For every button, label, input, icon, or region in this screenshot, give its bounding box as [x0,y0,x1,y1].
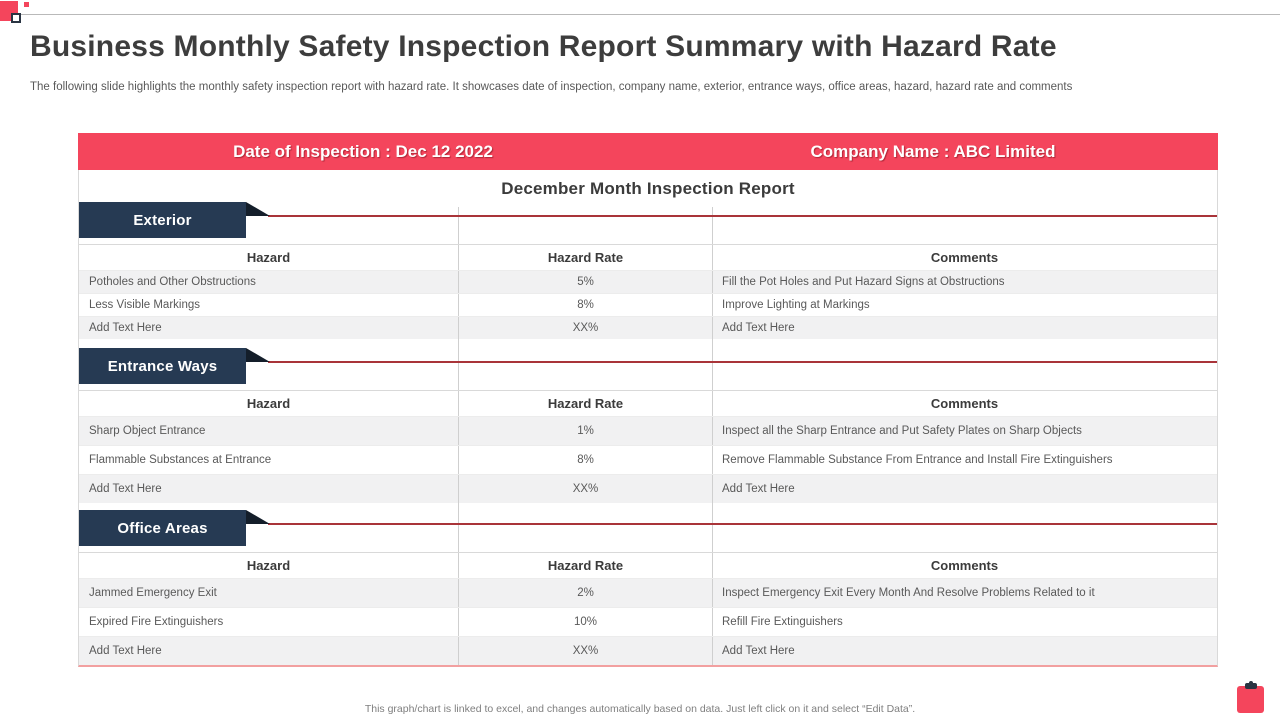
column-divider-cell [459,339,713,353]
column-divider-cell [713,515,1217,552]
decoration-small-red-square [24,2,29,7]
page-subtitle: The following slide highlights the monthly safety inspection report with hazard rate. It showcases date of inspection, company name, exterior, entrance ways, office areas, hazard, hazard rate and comments [30,81,1073,93]
comments-cell-placeholder[interactable]: Add Text Here [722,645,795,657]
hazard-cell: Expired Fire Extinguishers [79,608,459,636]
tab-accent-line [268,215,1217,217]
section-tab-row-exterior [79,207,1217,245]
slide-logo-decoration [0,0,40,30]
table-row [79,607,1217,636]
hazard-cell: Less Visible Markings [79,294,459,316]
section-tab-row-office-areas [79,515,1217,553]
table-header-row [79,553,1217,578]
column-header-hazard-rate: Hazard Rate [459,391,713,416]
clipboard-icon [1236,681,1266,713]
table-row [79,270,1217,293]
comments-cell: Refill Fire Extinguishers [722,616,843,628]
section-tab-entrance-ways: Entrance Ways [79,348,246,384]
date-of-inspection-label: Date of Inspection : Dec 12 2022 [233,141,493,161]
hazard-rate-cell: 8% [459,446,713,474]
column-header-hazard: Hazard [79,391,459,416]
section-tab-office-areas: Office Areas [79,510,246,546]
hazard-cell-placeholder[interactable]: Add Text Here [79,317,459,339]
page-title: Business Monthly Safety Inspection Report Summary with Hazard Rate [30,30,1057,63]
table-row [79,293,1217,316]
hazard-rate-cell-placeholder[interactable]: XX% [459,637,713,665]
clipboard-clip [1245,683,1257,689]
column-divider-cell [713,503,1217,515]
column-divider-cell [459,503,713,515]
comments-cell: Improve Lighting at Markings [722,299,870,311]
section-tab-exterior: Exterior [79,202,246,238]
column-header-hazard-rate: Hazard Rate [459,245,713,270]
table-row-placeholder[interactable] [79,316,1217,339]
table-header-row [79,391,1217,416]
column-header-hazard: Hazard [79,553,459,578]
section-office-areas [79,515,1217,665]
excel-link-note: This graph/chart is linked to excel, and changes automatically based on data. Just left click on it and select “Edit Data”. [364,703,916,715]
inspection-table[interactable] [78,133,1218,667]
hazard-cell-placeholder[interactable]: Add Text Here [79,637,459,665]
comments-cell: Inspect all the Sharp Entrance and Put Safety Plates on Sharp Objects [722,425,1082,437]
column-divider-cell [713,339,1217,353]
table-row-placeholder[interactable] [79,474,1217,503]
table-row [79,416,1217,445]
hazard-rate-cell: 2% [459,579,713,607]
decoration-outline-square [11,13,21,23]
column-divider-cell [459,515,713,552]
hazard-rate-cell-placeholder[interactable]: XX% [459,475,713,503]
company-name-label: Company Name : ABC Limited [810,141,1056,161]
hazard-cell: Sharp Object Entrance [79,417,459,445]
column-divider-cell [713,353,1217,390]
hazard-cell: Potholes and Other Obstructions [79,271,459,293]
comments-cell-placeholder[interactable]: Add Text Here [722,483,795,495]
section-exterior [79,207,1217,353]
section-entrance-ways [79,353,1217,515]
section-tab-row-entrance-ways [79,353,1217,391]
hazard-rate-cell-placeholder[interactable]: XX% [459,317,713,339]
table-row [79,445,1217,474]
tab-accent-line [268,361,1217,363]
hazard-cell-placeholder[interactable]: Add Text Here [79,475,459,503]
comments-cell: Fill the Pot Holes and Put Hazard Signs at Obstructions [722,276,1005,288]
table-header-row [79,245,1217,270]
tab-accent-line [268,523,1217,525]
column-header-comments: Comments [930,396,999,411]
comments-cell-placeholder[interactable]: Add Text Here [722,322,795,334]
hazard-cell: Jammed Emergency Exit [79,579,459,607]
report-header-bar [78,133,1218,170]
column-header-comments: Comments [930,558,999,573]
table-row [79,578,1217,607]
column-divider-cell [459,207,713,244]
clipboard-body [1237,686,1264,713]
hazard-rate-cell: 1% [459,417,713,445]
column-header-comments: Comments [930,250,999,265]
top-divider-line [0,14,1280,15]
table-title: December Month Inspection Report [501,178,795,198]
comments-cell: Inspect Emergency Exit Every Month And Resolve Problems Related to it [722,587,1095,599]
column-header-hazard: Hazard [79,245,459,270]
table-row-placeholder[interactable] [79,636,1217,665]
hazard-cell: Flammable Substances at Entrance [79,446,459,474]
column-header-hazard-rate: Hazard Rate [459,553,713,578]
hazard-rate-cell: 5% [459,271,713,293]
hazard-rate-cell: 10% [459,608,713,636]
column-divider-cell [713,207,1217,244]
hazard-rate-cell: 8% [459,294,713,316]
column-divider-cell [459,353,713,390]
comments-cell: Remove Flammable Substance From Entrance and Install Fire Extinguishers [722,454,1113,466]
